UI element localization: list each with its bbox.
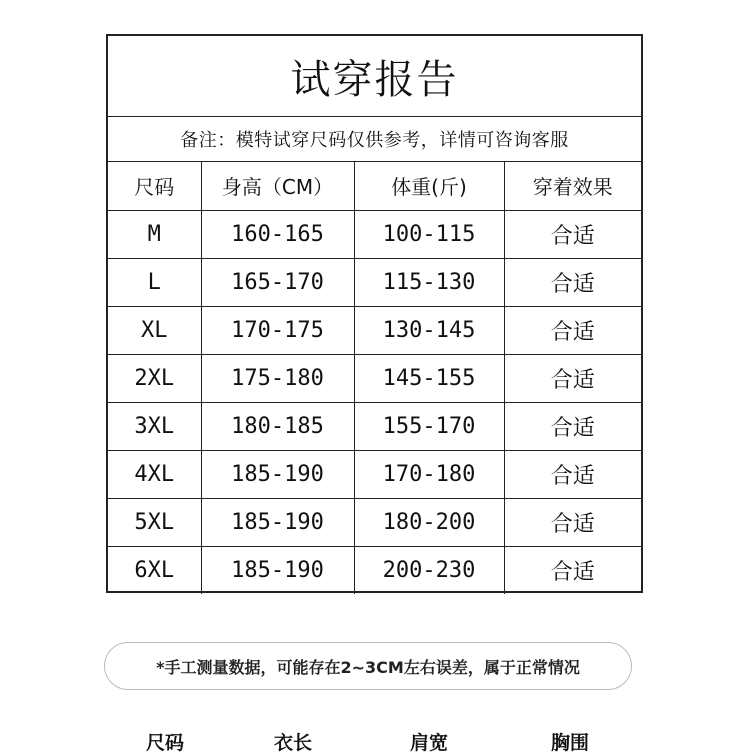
cell-height: 185-190: [201, 498, 354, 546]
table-row: [108, 498, 641, 546]
cell-weight: 155-170: [354, 402, 504, 450]
table-row: [108, 450, 641, 498]
cell-weight: 145-155: [354, 354, 504, 402]
cell-fit: 合适: [504, 450, 641, 498]
cell-height: 160-165: [201, 210, 354, 258]
cell-size: XL: [108, 306, 201, 354]
measurement-disclaimer: *手工测量数据，可能存在2~3CM左右误差，属于正常情况: [104, 642, 632, 690]
cell-height: 185-190: [201, 546, 354, 594]
cell-weight: 180-200: [354, 498, 504, 546]
cell-weight: 115-130: [354, 258, 504, 306]
cell-weight: 200-230: [354, 546, 504, 594]
cell-size: 4XL: [108, 450, 201, 498]
bottom-header-shoulder: 肩宽: [410, 732, 449, 754]
cell-height: 180-185: [201, 402, 354, 450]
header-size: 尺码: [108, 162, 201, 210]
cell-fit: 合适: [504, 354, 641, 402]
cell-size: 5XL: [108, 498, 201, 546]
bottom-header-size: 尺码: [146, 732, 185, 754]
cell-fit: 合适: [550, 559, 595, 585]
cell-size: M: [108, 210, 201, 258]
cell-weight: 130-145: [354, 306, 504, 354]
measurement-table-header: [0, 722, 750, 753]
table-row: [108, 354, 641, 402]
cell-weight: 170-180: [354, 450, 504, 498]
cell-fit: 合适: [504, 402, 641, 450]
cell-fit: 合适: [504, 498, 641, 546]
cell-height: 165-170: [201, 258, 354, 306]
cell-height: 185-190: [201, 450, 354, 498]
cell-size: 2XL: [108, 354, 201, 402]
cell-weight: 100-115: [354, 210, 504, 258]
table-row: [108, 546, 641, 594]
header-fit: 穿着效果: [504, 162, 641, 210]
cell-size: 6XL: [108, 546, 201, 594]
cell-fit: 合适: [504, 210, 641, 258]
chart-note: 备注：模特试穿尺码仅供参考，详情可咨询客服: [108, 117, 641, 162]
table-row: [108, 258, 641, 306]
size-table: [108, 162, 641, 594]
header-weight: 体重(斤): [354, 162, 504, 210]
table-row: [108, 402, 641, 450]
table-header-row: [108, 162, 641, 210]
cell-fit: 合适: [504, 258, 641, 306]
chart-title: 试穿报告: [108, 36, 641, 117]
header-height: 身高（CM）: [201, 162, 354, 210]
cell-size: L: [108, 258, 201, 306]
cell-size: 3XL: [108, 402, 201, 450]
table-row: [108, 210, 641, 258]
table-row: [108, 306, 641, 354]
cell-fit: 合适: [504, 306, 641, 354]
bottom-header-length: 衣长: [274, 732, 313, 754]
size-chart: [106, 34, 643, 593]
cell-height: 170-175: [201, 306, 354, 354]
bottom-header-chest: 胸围: [551, 732, 590, 754]
cell-height: 175-180: [201, 354, 354, 402]
